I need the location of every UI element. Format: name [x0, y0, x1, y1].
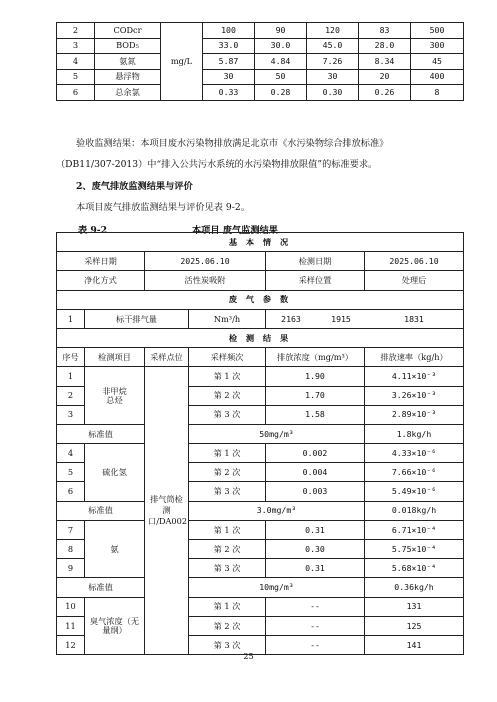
- frequency-cell: 第 2 次: [189, 386, 266, 405]
- rate-cell: 7.66×10⁻⁶: [365, 463, 464, 482]
- row-no: 3: [57, 405, 85, 424]
- sample-position-label: 采样位置: [266, 271, 365, 290]
- value-cell: 0.26: [359, 85, 411, 101]
- table-row: [57, 520, 464, 539]
- concentration-cell: --: [266, 635, 365, 654]
- table-row: [57, 85, 464, 101]
- rate-cell: 125: [365, 616, 464, 635]
- limit-cell: 400: [411, 69, 464, 85]
- item-h2s: 硫化氢: [85, 444, 145, 502]
- frequency-cell: 第 2 次: [189, 540, 266, 559]
- pollutant-name: BOD₅: [95, 38, 161, 54]
- row-no: 1: [57, 309, 85, 328]
- concentration-cell: 0.31: [266, 559, 365, 578]
- gas-params-title: 废 气 参 数: [57, 290, 464, 309]
- rate-cell: 5.75×10⁻⁴: [365, 540, 464, 559]
- standard-concentration: 50mg/m³: [189, 424, 365, 443]
- value-cell: 28.0: [359, 38, 411, 54]
- value-cell: 30: [203, 69, 255, 85]
- concentration-cell: 0.003: [266, 482, 365, 501]
- standard-concentration: 3.0mg/m³: [189, 501, 365, 520]
- col-header-item: 检测项目: [85, 348, 145, 367]
- gas-param-name: 标干排气量: [85, 309, 189, 328]
- table-row: [57, 271, 464, 290]
- value-cell: 30: [307, 69, 359, 85]
- standard-label: 标准值: [57, 501, 145, 520]
- row-no: 5: [57, 69, 95, 85]
- standard-rate: 1.8kg/h: [365, 424, 464, 443]
- table-label: 表 9-2: [78, 225, 107, 236]
- concentration-cell: 0.002: [266, 444, 365, 463]
- frequency-cell: 第 3 次: [189, 405, 266, 424]
- item-ammonia: 氨: [85, 520, 145, 578]
- concentration-cell: 0.30: [266, 540, 365, 559]
- value-cell: 100: [203, 23, 255, 39]
- rate-cell: 5.49×10⁻⁶: [365, 482, 464, 501]
- rate-cell: 141: [365, 635, 464, 654]
- table-row: [57, 252, 464, 271]
- concentration-cell: --: [266, 597, 365, 616]
- section-header-row: [57, 233, 464, 252]
- col-header-rate: 排放速率（kg/h）: [365, 348, 464, 367]
- unit-cell: mg/L: [161, 23, 203, 101]
- standard-label: 标准值: [57, 578, 145, 597]
- value-cell: 7.26: [307, 54, 359, 70]
- value-cell: 0.28: [255, 85, 307, 101]
- rate-cell: 3.26×10⁻³: [365, 386, 464, 405]
- row-no: 9: [57, 559, 85, 578]
- frequency-cell: 第 1 次: [189, 367, 266, 386]
- section-header-row: [57, 290, 464, 309]
- pollutant-name: CODcr: [95, 23, 161, 39]
- table-row: [57, 309, 464, 328]
- value-cell: 5.87: [203, 54, 255, 70]
- sampling-point: 排气筒检测口/DA002: [145, 367, 189, 655]
- purify-label: 净化方式: [57, 271, 145, 290]
- row-no: 7: [57, 520, 85, 539]
- gas-values-cell: [266, 309, 464, 328]
- value-cell: 4.84: [255, 54, 307, 70]
- exhaust-gas-results-table: [56, 232, 464, 655]
- conclusion-line-1: 验收监测结果：本项目废水污染物排放满足北京市《水污染物综合排放标准》: [76, 138, 389, 149]
- frequency-cell: 第 1 次: [189, 444, 266, 463]
- row-no: 4: [57, 444, 85, 463]
- standard-concentration: 10mg/m³: [189, 578, 365, 597]
- frequency-cell: 第 1 次: [189, 597, 266, 616]
- value-cell: 0.33: [203, 85, 255, 101]
- rate-cell: 2.89×10⁻³: [365, 405, 464, 424]
- value-cell: 45.0: [307, 38, 359, 54]
- row-no: 5: [57, 463, 85, 482]
- test-date-value: 2025.06.10: [365, 252, 464, 271]
- pollutant-name: 悬浮物: [95, 69, 161, 85]
- rate-cell: 6.71×10⁻⁴: [365, 520, 464, 539]
- value-cell: 20: [359, 69, 411, 85]
- gas-value-2: 1915: [331, 313, 351, 324]
- gas-value-3: 1831: [404, 313, 424, 324]
- value-cell: 120: [307, 23, 359, 39]
- concentration-cell: 0.004: [266, 463, 365, 482]
- frequency-cell: 第 2 次: [189, 463, 266, 482]
- row-no: 8: [57, 540, 85, 559]
- limit-cell: 500: [411, 23, 464, 39]
- intro-paragraph: 本项目废气排放监测结果与评价见表 9-2。: [76, 202, 250, 213]
- value-cell: 90: [255, 23, 307, 39]
- row-no: 3: [57, 38, 95, 54]
- sample-date-value: 2025.06.10: [145, 252, 266, 271]
- row-no: 11: [57, 616, 85, 635]
- row-no: 12: [57, 635, 85, 654]
- col-header-no: 序号: [57, 348, 85, 367]
- concentration-cell: 0.31: [266, 520, 365, 539]
- standard-row: [57, 578, 464, 597]
- limit-cell: 300: [411, 38, 464, 54]
- concentration-cell: 1.90: [266, 367, 365, 386]
- sample-date-label: 采样日期: [57, 252, 145, 271]
- standard-row: [57, 501, 464, 520]
- results-title: 检 测 结 果: [57, 328, 464, 347]
- pollutant-name: 氨氮: [95, 54, 161, 70]
- frequency-cell: 第 2 次: [189, 616, 266, 635]
- row-no: 2: [57, 23, 95, 39]
- conclusion-line-2: （DB11/307-2013）中“排入公共污水系统的水污染物排放限值”的标准要求。: [56, 159, 378, 170]
- table-title: 本项目 废气监测结果: [192, 225, 278, 236]
- rate-cell: 5.68×10⁻⁴: [365, 559, 464, 578]
- limit-cell: 8: [411, 85, 464, 101]
- gas-value-1: 2163: [281, 313, 301, 324]
- table-row: [57, 444, 464, 463]
- purify-value: 活性炭吸附: [145, 271, 266, 290]
- section-header-row: [57, 328, 464, 347]
- table-row: [57, 367, 464, 386]
- standard-rate: 0.018kg/h: [365, 501, 464, 520]
- sample-position-value: 处理后: [365, 271, 464, 290]
- rate-cell: 131: [365, 597, 464, 616]
- row-no: 4: [57, 54, 95, 70]
- value-cell: 33.0: [203, 38, 255, 54]
- standard-label: 标准值: [57, 424, 145, 443]
- table-row: [57, 54, 464, 70]
- row-no: 6: [57, 482, 85, 501]
- value-cell: 8.34: [359, 54, 411, 70]
- table-row: [57, 69, 464, 85]
- row-no: 10: [57, 597, 85, 616]
- item-nmhc: 非甲烷总烃: [85, 367, 145, 425]
- table-row: [57, 23, 464, 39]
- standard-rate: 0.36kg/h: [365, 578, 464, 597]
- limit-cell: 45: [411, 54, 464, 70]
- value-cell: 50: [255, 69, 307, 85]
- frequency-cell: 第 3 次: [189, 635, 266, 654]
- value-cell: 83: [359, 23, 411, 39]
- table-row: [57, 597, 464, 616]
- frequency-cell: 第 3 次: [189, 482, 266, 501]
- gas-param-unit: Nm³/h: [189, 309, 266, 328]
- col-header-frequency: 采样频次: [189, 348, 266, 367]
- concentration-cell: --: [266, 616, 365, 635]
- basic-info-title: 基 本 情 况: [57, 233, 464, 252]
- rate-cell: 4.33×10⁻⁶: [365, 444, 464, 463]
- rate-cell: 4.11×10⁻³: [365, 367, 464, 386]
- pollutant-name: 总余氯: [95, 85, 161, 101]
- row-no: 6: [57, 85, 95, 101]
- section-heading: 2、废气排放监测结果与评价: [76, 181, 193, 192]
- table-row: [57, 38, 464, 54]
- wastewater-results-table: [56, 22, 464, 101]
- concentration-cell: 1.58: [266, 405, 365, 424]
- concentration-cell: 1.70: [266, 386, 365, 405]
- column-header-row: [57, 348, 464, 367]
- frequency-cell: 第 3 次: [189, 559, 266, 578]
- page-number: 25: [243, 652, 254, 661]
- col-header-point: 采样点位: [145, 348, 189, 367]
- value-cell: 30.0: [255, 38, 307, 54]
- row-no: 2: [57, 386, 85, 405]
- standard-row: [57, 424, 464, 443]
- frequency-cell: 第 1 次: [189, 520, 266, 539]
- test-date-label: 检测日期: [266, 252, 365, 271]
- item-odor: 臭气浓度（无量纲）: [85, 597, 145, 655]
- value-cell: 0.30: [307, 85, 359, 101]
- row-no: 1: [57, 367, 85, 386]
- col-header-concentration: 排放浓度（mg/m³）: [266, 348, 365, 367]
